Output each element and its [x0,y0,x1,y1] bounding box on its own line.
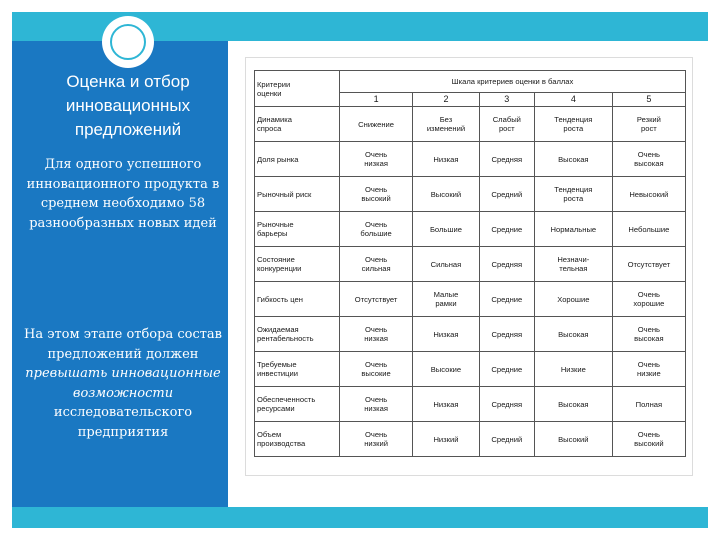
table-cell: Тенденция роста [534,107,612,142]
table-row [255,142,686,177]
table-cell: Слабый рост [479,107,534,142]
table-row [255,177,686,212]
table-cell: Низкая [413,387,480,422]
table-cell: Средний [479,422,534,457]
table-cell: Средние [479,352,534,387]
table-cell: Очень низкая [340,142,413,177]
table-cell: Низкая [413,317,480,352]
table-cell: Очень высокий [612,422,685,457]
paragraph-selection-start: На этом этапе отбора состав предложений должен [23,327,222,362]
table-row [255,387,686,422]
table-row [255,212,686,247]
score-1: 1 [340,93,413,107]
table-cell: Высокая [534,387,612,422]
table-cell: Очень низкие [612,352,685,387]
table-cell: Очень большие [340,212,413,247]
table-cell: Хорошие [534,282,612,317]
table-cell: Низкий [413,422,480,457]
row-label: Динамика спроса [255,107,340,142]
row-label: Гибкость цен [255,282,340,317]
criteria-table-image [245,57,693,476]
table-row [255,422,686,457]
row-label: Требуемые инвестиции [255,352,340,387]
criteria-table [254,70,686,457]
table-cell: Средняя [479,317,534,352]
table-row [255,282,686,317]
table-cell: Низкие [534,352,612,387]
scale-header: Шкала критериев оценки в баллах [340,71,686,93]
row-label: Обеспеченность ресурсами [255,387,340,422]
table-cell: Очень хорошие [612,282,685,317]
paragraph-selection [22,325,224,442]
table-cell: Высокие [413,352,480,387]
row-label: Рыночные барьеры [255,212,340,247]
table-cell: Очень низкая [340,387,413,422]
table-cell: Малые рамки [413,282,480,317]
paragraph-selection-italic: превышать инновационные возможности [25,366,221,401]
table-cell: Низкая [413,142,480,177]
table-cell: Средняя [479,142,534,177]
table-cell: Сильная [413,247,480,282]
circle-ring [110,24,146,60]
table-row [255,107,686,142]
table-cell: Большие [413,212,480,247]
table-cell: Средняя [479,387,534,422]
table-cell: Очень низкая [340,317,413,352]
table-cell: Без изменений [413,107,480,142]
table-cell: Высокая [534,142,612,177]
table-cell: Средний [479,177,534,212]
row-label: Ожидаемая рентабельность [255,317,340,352]
row-label: Объем производства [255,422,340,457]
score-2: 2 [413,93,480,107]
bottom-band [12,507,708,528]
slide-title: Оценка и отбор инновационных предложений [65,72,191,139]
table-cell: Снижение [340,107,413,142]
table-cell: Очень высокий [340,177,413,212]
table-cell: Очень высокие [340,352,413,387]
table-cell: Средние [479,282,534,317]
score-3: 3 [479,93,534,107]
table-cell: Средние [479,212,534,247]
table-cell: Невысокий [612,177,685,212]
table-row [255,352,686,387]
row-label: Рыночный риск [255,177,340,212]
decorative-circle-icon [102,16,154,68]
table-cell: Тенденция роста [534,177,612,212]
table-cell: Очень низкий [340,422,413,457]
paragraph-ideas: Для одного успешного инновационного продукта в среднем необходимо 58 разнообразных новых идей [26,157,220,231]
table-row [255,247,686,282]
table-cell: Очень высокая [612,317,685,352]
table-cell: Высокая [534,317,612,352]
table-cell: Очень сильная [340,247,413,282]
table-cell: Небольшие [612,212,685,247]
table-cell: Отсутствует [612,247,685,282]
table-cell: Полная [612,387,685,422]
table-cell: Незначи- тельная [534,247,612,282]
table-cell: Очень высокая [612,142,685,177]
table-cell: Средняя [479,247,534,282]
table-row [255,317,686,352]
row-label: Доля рынка [255,142,340,177]
table-cell: Высокий [534,422,612,457]
table-cell: Резкий рост [612,107,685,142]
row-label: Состояние конкуренции [255,247,340,282]
score-5: 5 [612,93,685,107]
paragraph-selection-end: исследовательского предприятия [53,405,193,440]
table-cell: Высокий [413,177,480,212]
table-cell: Отсутствует [340,282,413,317]
table-cell: Нормальные [534,212,612,247]
criteria-header: Критерии оценки [255,71,340,107]
score-4: 4 [534,93,612,107]
